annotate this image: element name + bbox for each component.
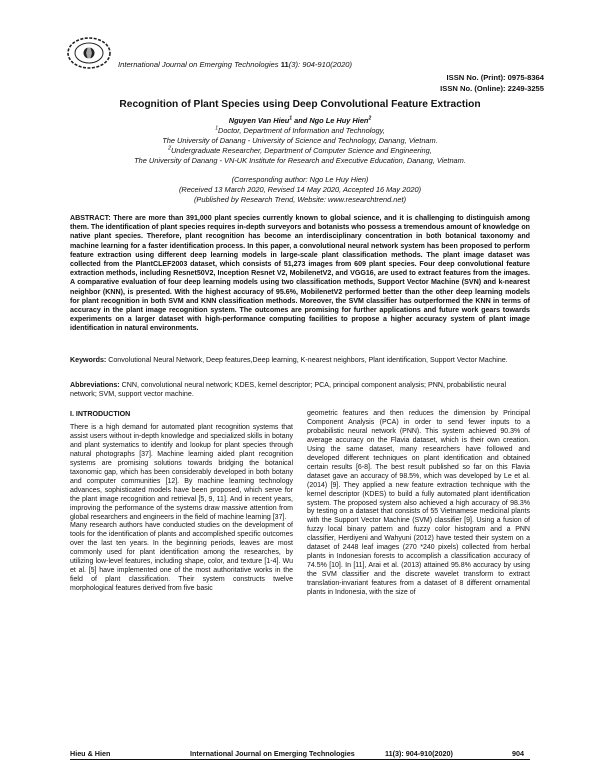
body-column-left (70, 424, 293, 594)
footer-rule (70, 759, 530, 760)
journal-logo (66, 36, 112, 70)
footer-journal: International Journal on Emerging Technologies (190, 749, 355, 758)
intro-paragraph-3: geometric features and then reduces the dimension by Principal Component Analysis (PCA) in order to send fewer inputs to a probabilistic neural network (PNN). This system achieved 90.3% of average accuracy on the Flavia dataset, which is their own creation. Using the same dataset, many researchers have followed and developed different techniques on plant identification and obtained certain results [6-8]. The best result published so far on this Flavia dataset gave an accuracy of 98.5%, which was developed by Le et al. (2014) [9]. They applied a new feature extraction technique with the kernel descriptor (KDES) to build a fully automated plant identification system. The proposed system also achieved a high accuracy of 98.3% by testing on a dataset that consists of 55 Vietnamese medicinal plants with the Support Vector Machine (SVM) classifier [9]. Using a fusion of fuzzy local binary pattern and fuzzy color histogram and a PNN classifier, Herdiyeni and Wahyuni (2012) have tested their system on a dataset of 2448 leaf images (270 *240 pixels) collected from herbal plants in Indonesian forests to accomplish a classification accuracy of 74.5% [10]. In [11], Arai et al. (2013) attained 95.8% accuracy by using the SVM classifier and the discrete wavelet transform to extract translation-invariant features from a dataset of 8 different ornamental plants in Indonesia, with the size of (307, 410, 530, 597)
issn-print: ISSN No. (Print): 0975-8364 (446, 73, 544, 82)
section-heading-introduction: I. INTRODUCTION (70, 410, 131, 418)
author-2: Ngo Le Huy Hien (309, 116, 369, 125)
footer-page-number: 904 (512, 749, 524, 758)
aff2-line1: Undergraduate Researcher, Department of Computer Science and Engineering, (170, 146, 432, 156)
corresponding-author: (Corresponding author: Ngo Le Huy Hien) (231, 175, 369, 184)
intro-paragraph-1: There is a high demand for automated plant recognition systems that assist users without in-depth knowledge and specialized skills in botany and plant systematics to identify and lookup for plant species through natural photographs [37]. Machine learning aided plant recognition systems are promising solutions towards bridging the botanical taxonomic gap, which has been considerably developed in both botany and computer communities [12]. By machine learning technology advances, sophisticated models have been proposed, which serve for the plant image recognition and retrieval [5, 9, 11]. And in recent years, improving the performance of the systems draw massive attention from global researchers and engineers in the field of machine learning [37]. (70, 424, 293, 521)
abbreviations-text: CNN, convolutional neural network; KDES, kernel descriptor; PCA, principal component analysis; PNN, probabilistic neural network; SVM, support vector machine. (70, 381, 507, 399)
abbreviations-label: Abbreviations: (70, 381, 120, 389)
keywords-label: Keywords: (70, 356, 107, 364)
aff1-line1: Doctor, Department of Information and Technology, (217, 126, 385, 136)
intro-paragraph-2: Many research authors have conducted studies on the development of tools for the identification of plants and accomplished specific outcomes over the last ten years. In the beginning periods, leaves are most commonly used for plant identification among the researches, by utilizing low-level features, including shape, color, and texture [1-4]. Wu et al. [5] have implemented one of the most authoritative works in the field of plant classification. Their system constructs twelve morphological features derived from five basic (70, 522, 293, 593)
keywords-text: Convolutional Neural Network, Deep features,Deep learning, K-nearest neighbors, Plant identification, Support Vector Machine. (106, 356, 508, 364)
author-affiliation-block (40, 116, 560, 166)
author-and: and (292, 116, 310, 125)
abstract-label: ABSTRACT: (70, 214, 111, 222)
aff1-sup: 1 (215, 125, 218, 132)
author-2-sup: 2 (368, 115, 372, 122)
journal-issue-pages: (3): 904-910(2020) (288, 60, 353, 69)
affiliation-2 (40, 146, 560, 156)
abbreviations (70, 381, 530, 399)
footer-authors: Hieu & Hien (70, 749, 111, 758)
abstract-text: There are more than 391,000 plant species currently known to global science, and it is challenging to distinguish among them. The identification of plant species requires in-depth surveyors and botanists who possess a tremendous amount of knowledge on native plant species. Therefore, plant recognition has become an interdisciplinary concentration in both botanical taxonomy and machine learning for a faster identification process. In this paper, a convolutional neural network system has been proposed to perform feature extraction using different deep learning models in large-scale plant classification methods. The plant image dataset was collected from the PlantCLEF2003 dataset, which consists of 51,273 images from 609 plant species. Four deep convolutional feature extraction methods, including Resnet50V2, Inception Resnet V2, MobilenetV2, and VGG16, are used to extract features from the images. A comparative evaluation of four deep learning models using two classification methods, Support Vector Machine (SVN) and k-nearest neighbor (KNN), is presented. With the highest accuracy of 95.6%, MobilenetV2 performed better than the other deep learning models for plant recognition in both SVM and KNN classification methods. Moreover, the SVM classifier has outperformed the KNN in terms of accuracy in the plant image recognition system. The outcomes are promising for further applications and future work gears towards experiments on a larger dataset with high-performance computing facilities to propose a higher accuracy system of plant image identification in natural environments. (70, 214, 530, 333)
abstract (70, 214, 530, 334)
author-1: Nguyen Van Hieu (228, 116, 290, 125)
issn-online: ISSN No. (Online): 2249-3255 (440, 84, 544, 93)
author-1-sup: 1 (289, 115, 293, 122)
footer-issue: 11(3): 904-910(2020) (385, 749, 453, 758)
affiliation-1 (40, 126, 560, 136)
aff2-sup: 2 (168, 145, 171, 152)
body-column-right (307, 410, 530, 598)
paper-title: Recognition of Plant Species using Deep Convolutional Feature Extraction (119, 99, 481, 110)
journal-running-header (118, 60, 518, 69)
submission-info (40, 175, 560, 205)
author-line (40, 116, 560, 126)
affiliation-1-line2: The University of Danang - University of Science and Technology, Danang, Vietnam. (162, 136, 438, 146)
journal-name: International Journal on Emerging Technologies (118, 60, 279, 69)
keywords (70, 356, 530, 365)
publisher-info: (Published by Research Trend, Website: www.researchtrend.net) (193, 195, 407, 205)
received-dates: (Received 13 March 2020, Revised 14 May 2020, Accepted 16 May 2020) (178, 185, 422, 195)
affiliation-2-line2: The University of Danang - VN-UK Institute for Research and Executive Education, Danang, Vietnam. (134, 156, 466, 166)
journal-volume: 11 (280, 60, 289, 69)
